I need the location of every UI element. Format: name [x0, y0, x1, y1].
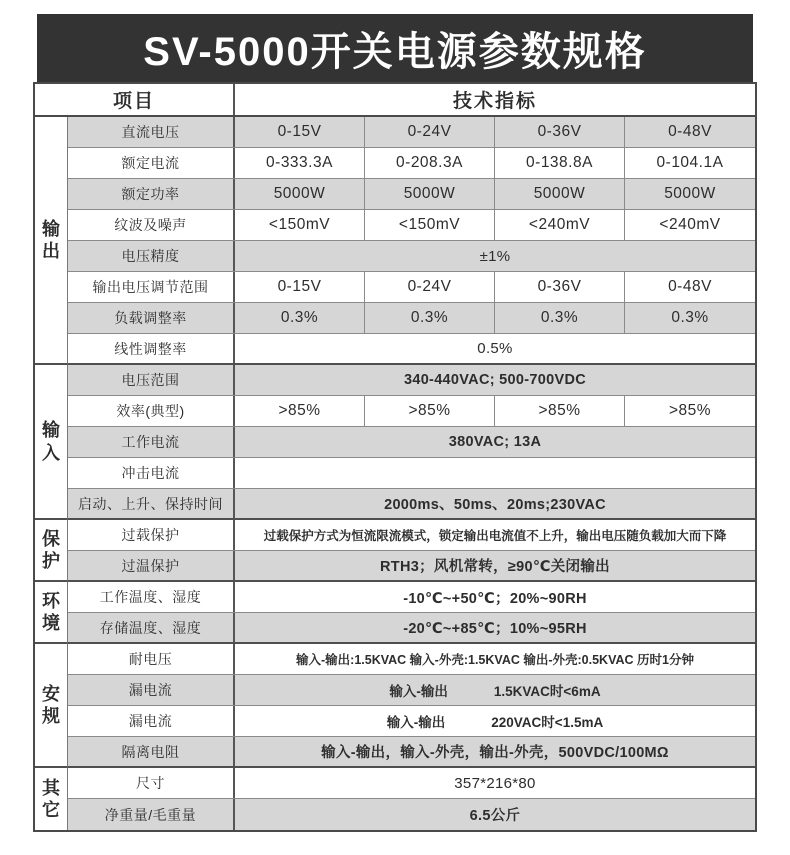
row-label: 额定功率 [68, 179, 235, 209]
value-cell: 5000W [235, 179, 365, 209]
row-label: 额定电流 [68, 148, 235, 178]
value-cell: 0-138.8A [495, 148, 625, 178]
group-label: 保护 [41, 528, 60, 571]
row-label: 电压范围 [68, 365, 235, 395]
table-row-line-regulation [68, 334, 755, 365]
value-span: 0.5% [477, 340, 513, 357]
value-cell: <240mV [659, 216, 721, 233]
row-label: 效率(典型) [68, 396, 235, 426]
value-cell: 5000W [495, 179, 625, 209]
rows-column [68, 117, 755, 830]
table-row-working-temp-humidity [68, 582, 755, 613]
value-span: -10℃~+50℃；20%~90RH [403, 590, 587, 607]
value-cell: 5000W [664, 185, 716, 202]
value-cell: 0-48V [668, 123, 712, 140]
table-row-efficiency [68, 396, 755, 427]
value-span: 2000ms、50ms、20ms;230VAC [384, 497, 606, 513]
table-row-ripple-noise [68, 210, 755, 241]
group-output [35, 117, 68, 365]
group-protection [35, 520, 68, 582]
value-cell: 0-24V [365, 272, 495, 302]
pair-item: 1.5KVAC时<6mA [493, 684, 601, 699]
table-row-leakage-current-1 [68, 675, 755, 706]
value-cell: >85% [495, 396, 625, 426]
value-span [235, 458, 755, 488]
value-span: 6.5公斤 [469, 808, 521, 824]
group-input [35, 365, 68, 520]
value-cell: 0.3% [671, 309, 709, 326]
value-cell: 0-24V [365, 117, 495, 147]
value-cell: <240mV [495, 210, 625, 240]
row-label: 启动、上升、保持时间 [68, 489, 235, 518]
value-cell: 0-15V [235, 272, 365, 302]
value-span: 过载保护方式为恒流限流模式，锁定输出电流值不上升，输出电压随负载加大而下降 [263, 529, 727, 543]
row-label: 净重量/毛重量 [68, 799, 235, 830]
value-span: 输入-输出:1.5KVAC 输入-外壳:1.5KVAC 输出-外壳:0.5KVAC 历时1分钟 [296, 653, 694, 667]
table-row-working-current [68, 427, 755, 458]
table-row-isolation-resistance [68, 737, 755, 768]
group-label: 安规 [41, 683, 60, 726]
spec-table [33, 82, 757, 832]
table-row-inrush-current [68, 458, 755, 489]
row-label: 负载调整率 [68, 303, 235, 333]
pair-item: 220VAC时<1.5mA [491, 715, 604, 730]
row-label: 输出电压调节范围 [68, 272, 235, 302]
value-span: 输入-输出，输入-外壳，输出-外壳，500VDC/100MΩ [321, 745, 669, 761]
table-row-dc-voltage [68, 117, 755, 148]
value-cell: 0-333.3A [235, 148, 365, 178]
row-label: 隔离电阻 [68, 737, 235, 766]
table-row-voltage-range [68, 365, 755, 396]
value-cell: 0.3% [365, 303, 495, 333]
value-span: 380VAC; 13A [448, 434, 542, 450]
group-safety [35, 644, 68, 768]
table-row-output-adjust-range [68, 272, 755, 303]
table-body [35, 117, 755, 830]
value-pair [235, 675, 755, 705]
table-row-storage-temp-humidity [68, 613, 755, 644]
row-label: 过温保护 [68, 551, 235, 580]
header-spec-column: 技术指标 [452, 91, 537, 112]
row-label: 漏电流 [68, 706, 235, 736]
value-cell: 5000W [365, 179, 495, 209]
group-environment [35, 582, 68, 644]
value-cell: >85% [365, 396, 495, 426]
value-cell: 0.3% [235, 303, 365, 333]
row-label: 电压精度 [68, 241, 235, 271]
value-span: -20℃~+85℃；10%~95RH [403, 621, 587, 637]
row-label: 工作温度、湿度 [68, 582, 235, 612]
value-span: ±1% [479, 247, 511, 265]
group-column [35, 117, 68, 830]
row-label: 耐电压 [68, 644, 235, 674]
value-cell: 0-104.1A [656, 154, 724, 171]
row-label: 冲击电流 [68, 458, 235, 488]
value-cell: 0-15V [235, 117, 365, 147]
table-row-overload-protection [68, 520, 755, 551]
pair-item: 输入-输出 [389, 684, 448, 699]
title-banner [37, 14, 753, 82]
value-cell: <150mV [235, 210, 365, 240]
value-cell: <150mV [365, 210, 495, 240]
table-row-voltage-accuracy [68, 241, 755, 272]
group-label: 输出 [41, 218, 60, 261]
row-label: 存储温度、湿度 [68, 613, 235, 642]
table-row-overtemp-protection [68, 551, 755, 582]
page-title: SV-5000开关电源参数规格 [143, 29, 647, 74]
value-cell: 0-36V [495, 272, 625, 302]
value-span: RTH3；风机常转，≥90℃关闭输出 [380, 559, 610, 575]
row-label: 漏电流 [68, 675, 235, 705]
table-row-leakage-current-2 [68, 706, 755, 737]
table-row-startup-time [68, 489, 755, 520]
row-label: 线性调整率 [68, 334, 235, 363]
group-label: 环境 [41, 590, 60, 633]
row-label: 工作电流 [68, 427, 235, 457]
group-other [35, 768, 68, 830]
value-span: 340-440VAC; 500-700VDC [403, 372, 587, 388]
value-cell: 0-208.3A [365, 148, 495, 178]
value-pair [235, 706, 755, 736]
value-cell: 0-36V [495, 117, 625, 147]
group-label: 其它 [41, 777, 60, 820]
table-header-row [35, 84, 755, 117]
value-cell: 0-48V [668, 278, 712, 295]
value-cell: >85% [668, 402, 712, 419]
pair-item: 输入-输出 [386, 715, 446, 730]
row-label: 直流电压 [68, 117, 235, 147]
table-row-withstand-voltage [68, 644, 755, 675]
row-label: 尺寸 [68, 768, 235, 798]
value-cell: 0.3% [495, 303, 625, 333]
row-label: 过载保护 [68, 520, 235, 550]
table-row-dimensions [68, 768, 755, 799]
header-item-column: 项目 [35, 84, 235, 115]
table-row-rated-power [68, 179, 755, 210]
group-label: 输入 [41, 420, 60, 463]
row-label: 纹波及噪声 [68, 210, 235, 240]
table-row-weight [68, 799, 755, 830]
table-row-load-regulation [68, 303, 755, 334]
value-span: 357*216*80 [454, 774, 536, 792]
value-cell: >85% [235, 396, 365, 426]
table-row-rated-current [68, 148, 755, 179]
